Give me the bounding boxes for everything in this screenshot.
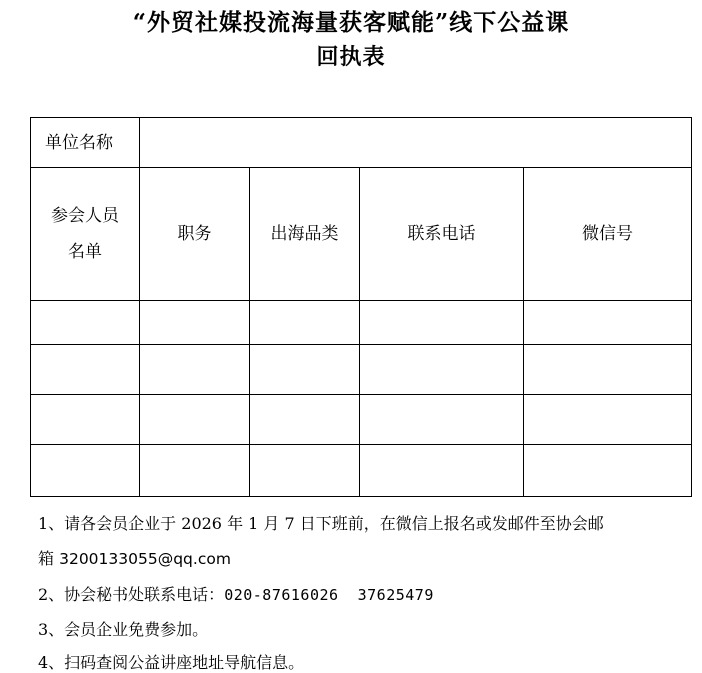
table-cell[interactable] bbox=[250, 445, 360, 497]
table-cell[interactable] bbox=[31, 345, 140, 395]
association-phone-numbers: 020-87616026 37625479 bbox=[224, 586, 434, 604]
table-cell[interactable] bbox=[140, 301, 250, 345]
table-cell[interactable] bbox=[140, 445, 250, 497]
unit-name-value-cell[interactable] bbox=[140, 118, 692, 168]
note-1-line-1: 1、请各会员企业于 2026 年 1 月 7 日下班前，在微信上报名或发邮件至协会邮 bbox=[38, 514, 604, 533]
table-cell[interactable] bbox=[31, 445, 140, 497]
table-cell[interactable] bbox=[31, 395, 140, 445]
table-cell[interactable] bbox=[360, 345, 524, 395]
table-cell[interactable] bbox=[250, 395, 360, 445]
table-cell[interactable] bbox=[250, 301, 360, 345]
table-cell[interactable] bbox=[140, 395, 250, 445]
attendees-label bbox=[31, 168, 140, 301]
table-row bbox=[31, 395, 692, 445]
table-cell[interactable] bbox=[360, 301, 524, 345]
unit-name-label: 单位名称 bbox=[31, 118, 140, 168]
attendees-label-line2: 名单 bbox=[68, 242, 102, 262]
column-header-phone: 联系电话 bbox=[360, 168, 524, 301]
table-cell[interactable] bbox=[524, 301, 692, 345]
table-row bbox=[31, 345, 692, 395]
note-2 bbox=[38, 582, 434, 605]
document-subtitle: 回执表 bbox=[316, 44, 386, 70]
registration-form-table bbox=[30, 117, 692, 497]
association-email: 3200133055@qq.com bbox=[59, 550, 231, 568]
attendees-label-line1: 参会人员 bbox=[51, 206, 119, 226]
note-1-line-2 bbox=[38, 546, 231, 569]
document-title: “外贸社媒投流海量获客赋能”线下公益课 bbox=[132, 9, 570, 36]
table-cell[interactable] bbox=[140, 345, 250, 395]
note-1-prefix: 箱 bbox=[38, 549, 60, 568]
table-cell[interactable] bbox=[360, 395, 524, 445]
table-cell[interactable] bbox=[524, 395, 692, 445]
table-cell[interactable] bbox=[524, 345, 692, 395]
note-2-label: 2、协会秘书处联系电话： bbox=[38, 585, 225, 604]
table-cell[interactable] bbox=[524, 445, 692, 497]
unit-row bbox=[31, 118, 692, 168]
table-cell[interactable] bbox=[360, 445, 524, 497]
column-header-wechat: 微信号 bbox=[524, 168, 692, 301]
table-cell[interactable] bbox=[31, 301, 140, 345]
table-row bbox=[31, 301, 692, 345]
note-3: 3、会员企业免费参加。 bbox=[38, 620, 209, 639]
table-row bbox=[31, 445, 692, 497]
column-header-position: 职务 bbox=[140, 168, 250, 301]
note-4: 4、扫码查阅公益讲座地址导航信息。 bbox=[38, 653, 305, 672]
column-header-category: 出海品类 bbox=[250, 168, 360, 301]
table-cell[interactable] bbox=[250, 345, 360, 395]
header-row bbox=[31, 168, 692, 301]
